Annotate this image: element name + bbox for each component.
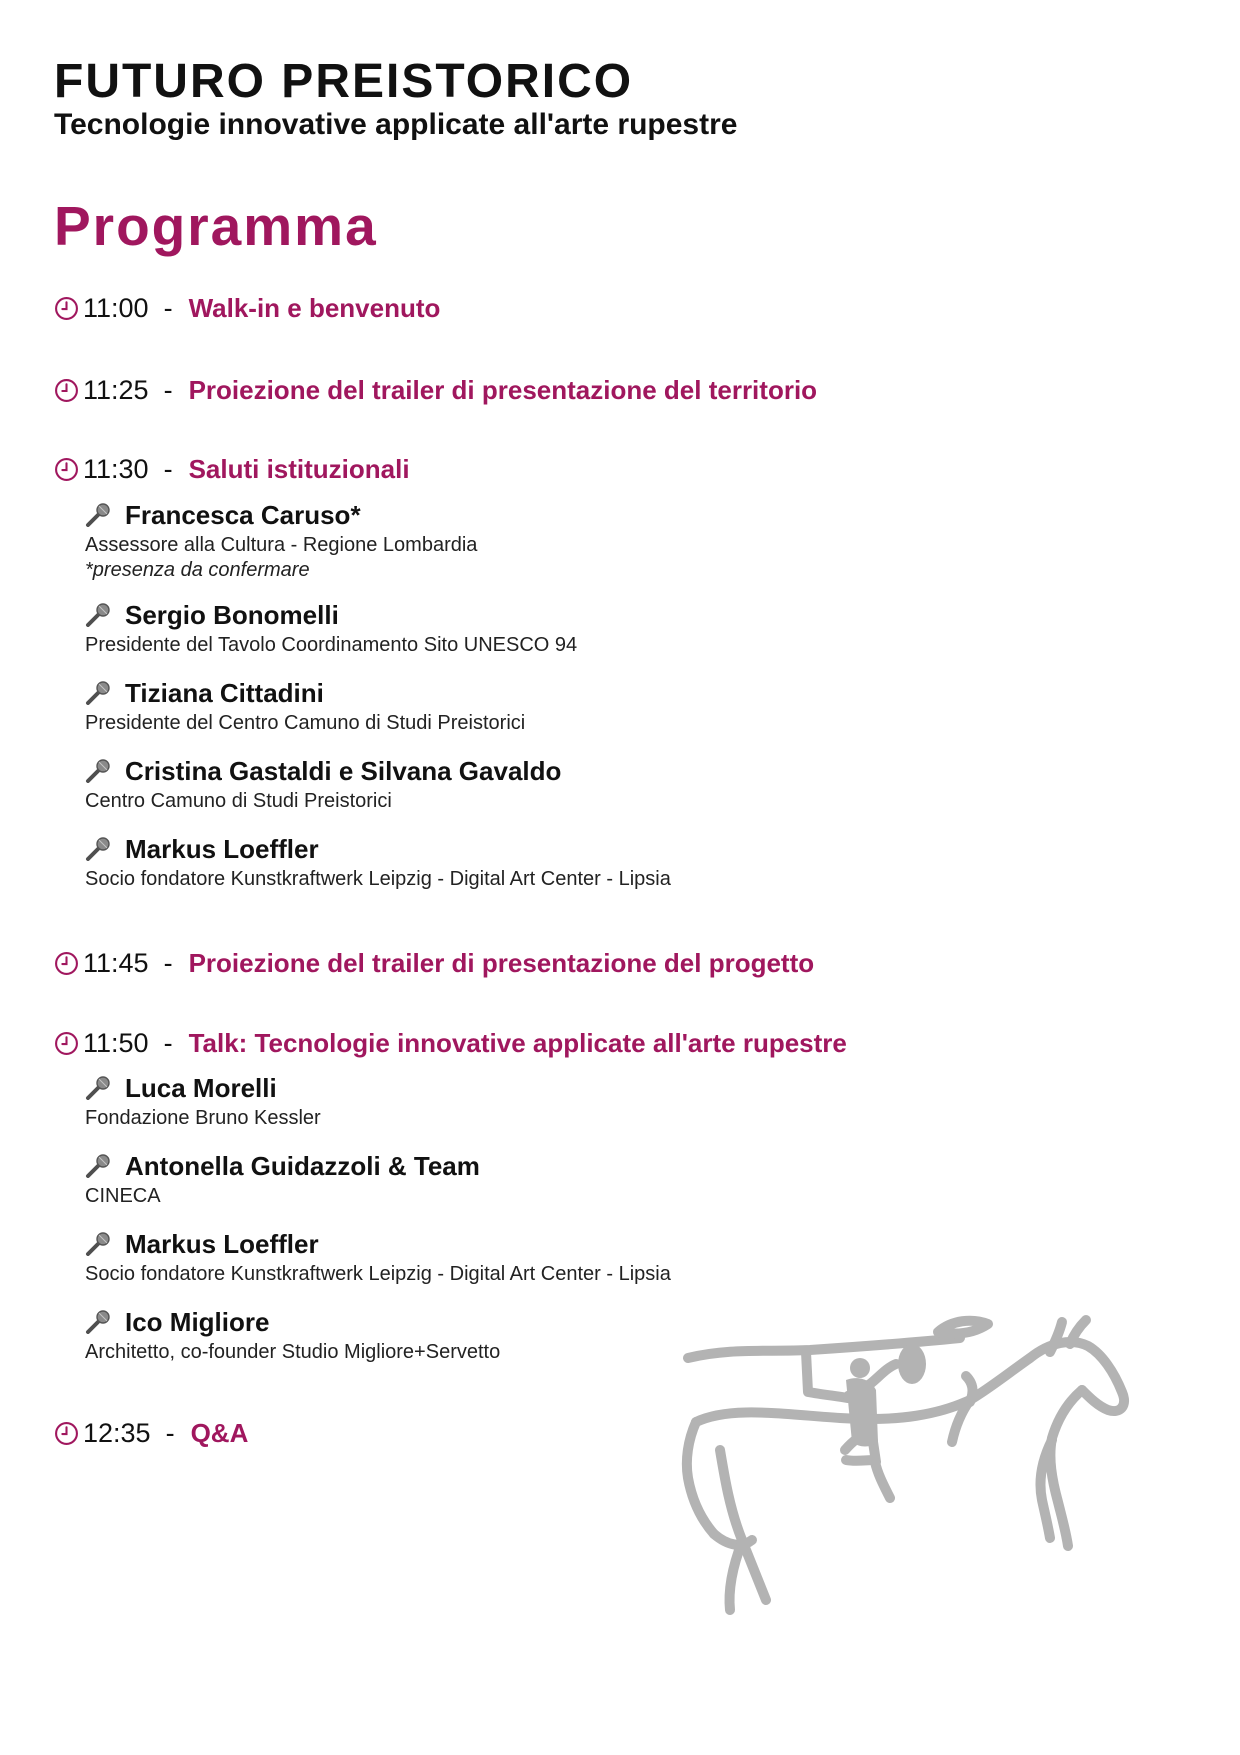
speaker [85, 1227, 671, 1287]
speaker [85, 1071, 321, 1131]
slot-time: 11:30 [83, 453, 149, 484]
slot-title: Talk: Tecnologie innovative applicate all'arte rupestre [188, 1027, 847, 1058]
slot-title: Q&A [190, 1417, 249, 1448]
speaker-note: *presenza da confermare [85, 559, 310, 581]
clock-icon [54, 951, 79, 976]
speaker-role: CINECA [85, 1185, 161, 1207]
speaker-role: Presidente del Tavolo Coordinamento Sito UNESCO 94 [85, 634, 578, 656]
slot-time: 11:50 [83, 1027, 149, 1058]
microphone-icon [85, 1310, 111, 1334]
slot-separator: - [165, 1417, 175, 1448]
schedule-slot [54, 1415, 248, 1451]
slot-title: Proiezione del trailer di presentazione del territorio [188, 374, 818, 405]
slot-title: Proiezione del trailer di presentazione del progetto [188, 947, 815, 978]
clock-icon [54, 378, 79, 403]
slot-time: 11:25 [83, 374, 149, 405]
section-heading: Programma [54, 195, 378, 257]
speaker-name: Markus Loeffler [125, 833, 319, 864]
speaker-name: Luca Morelli [125, 1072, 277, 1103]
speaker-role: Fondazione Bruno Kessler [85, 1107, 321, 1129]
speaker-name: Markus Loeffler [125, 1228, 319, 1259]
speaker-role: Socio fondatore Kunstkraftwerk Leipzig - Digital Art Center - Lipsia [85, 868, 671, 890]
schedule-slot [54, 1025, 847, 1061]
speaker-name: Cristina Gastaldi e Silvana Gavaldo [125, 755, 562, 786]
slot-separator: - [163, 374, 173, 405]
speaker-role: Assessore alla Cultura - Regione Lombardia [85, 534, 478, 556]
clock-icon [54, 1031, 79, 1056]
slot-time: 11:00 [83, 292, 149, 323]
speaker [85, 754, 561, 814]
microphone-icon [85, 759, 111, 783]
speaker [85, 676, 525, 736]
slot-time: 11:45 [83, 947, 149, 978]
speaker-name: Francesca Caruso* [125, 499, 361, 530]
microphone-icon [85, 1154, 111, 1178]
speaker-role: Architetto, co-founder Studio Migliore+Servetto [85, 1341, 501, 1363]
speaker-role: Centro Camuno di Studi Preistorici [85, 790, 392, 812]
speaker [85, 598, 577, 658]
slot-separator: - [163, 292, 173, 323]
schedule-slot [54, 290, 440, 326]
microphone-icon [85, 1232, 111, 1256]
slot-separator: - [163, 947, 173, 978]
speaker-name: Tiziana Cittadini [125, 677, 324, 708]
rock-art-illustration [670, 1310, 1190, 1690]
microphone-icon [85, 837, 111, 861]
page-subtitle: Tecnologie innovative applicate all'arte rupestre [54, 108, 738, 141]
page-title: FUTURO PREISTORICO [54, 55, 634, 108]
clock-icon [54, 457, 79, 482]
slot-title: Saluti istituzionali [188, 453, 410, 484]
schedule-slot [54, 451, 410, 487]
speaker-name: Sergio Bonomelli [125, 599, 339, 630]
schedule-slot [54, 945, 814, 981]
speaker-role: Socio fondatore Kunstkraftwerk Leipzig - Digital Art Center - Lipsia [85, 1263, 671, 1285]
microphone-icon [85, 681, 111, 705]
slot-time: 12:35 [83, 1417, 151, 1448]
slot-separator: - [163, 1027, 173, 1058]
microphone-icon [85, 603, 111, 627]
speaker-role: Presidente del Centro Camuno di Studi Preistorici [85, 712, 526, 734]
speaker-name: Ico Migliore [125, 1306, 270, 1337]
speaker [85, 498, 477, 582]
clock-icon [54, 1421, 79, 1446]
microphone-icon [85, 1076, 111, 1100]
microphone-icon [85, 503, 111, 527]
clock-icon [54, 296, 79, 321]
slot-title: Walk-in e benvenuto [188, 292, 441, 323]
speaker [85, 1149, 480, 1209]
speaker [85, 1305, 500, 1365]
speaker [85, 832, 671, 892]
slot-separator: - [163, 453, 173, 484]
schedule-slot [54, 372, 817, 408]
speaker-name: Antonella Guidazzoli & Team [125, 1150, 480, 1181]
